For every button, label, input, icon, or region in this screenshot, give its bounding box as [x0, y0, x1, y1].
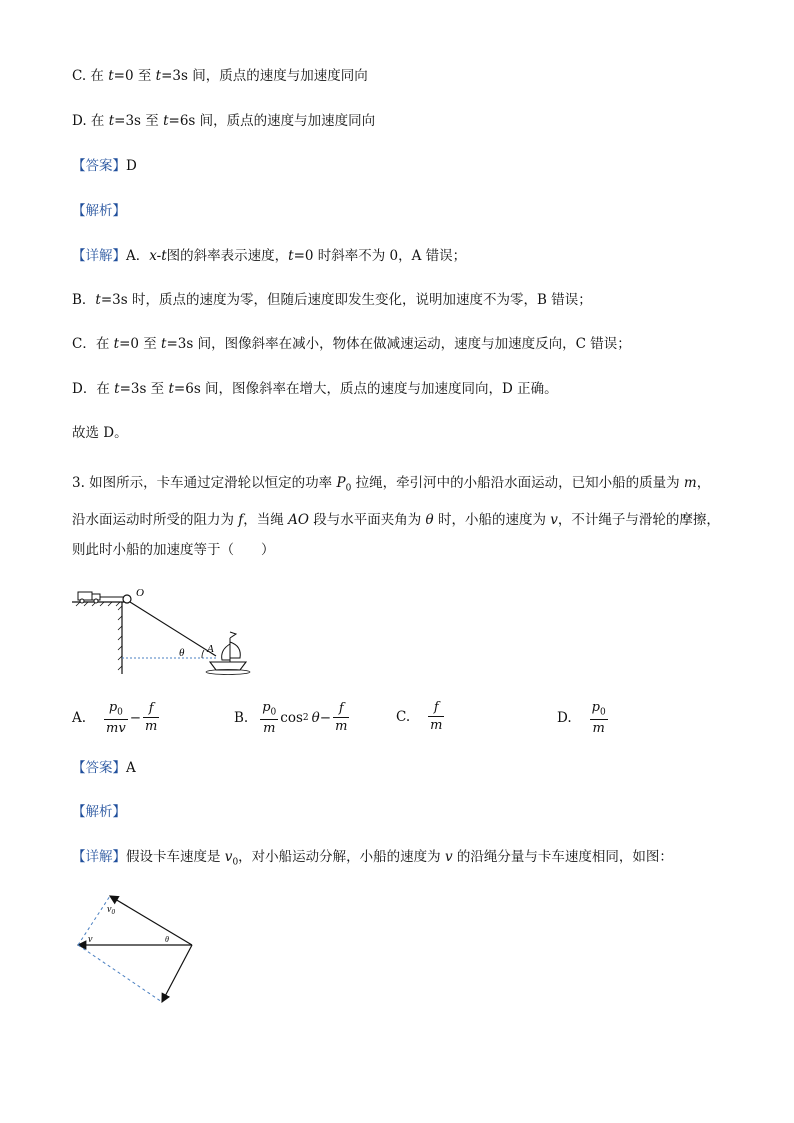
- choice-c-label: C.: [396, 708, 411, 725]
- fraction-p0-mv: $\frac{p_0}{mv}$: [106, 700, 126, 736]
- fraction-f-m-b: $\frac{f}{m}$: [335, 701, 348, 735]
- label-a: A: [207, 643, 214, 655]
- answer-line-q3: 【答案】A: [72, 760, 136, 776]
- choice-d-label: D.: [557, 709, 572, 726]
- question-3-line-1: 3. 如图所示，卡车通过定滑轮以恒定的功率 $P_0$ 拉绳，牵引河中的小船沿水面运动，已知小船的质量为 m，: [72, 475, 711, 494]
- conclusion-line: 故选 D。: [72, 425, 128, 441]
- truck-pulley-boat-figure: [70, 582, 260, 682]
- choice-a[interactable]: A. $\frac{p_0}{mv}$ − $\frac{f}{m}$: [72, 700, 158, 736]
- fraction-f-m-c: $\frac{f}{m}$: [430, 700, 443, 733]
- fraction-p0-m: $\frac{p_0}{m}$: [262, 700, 277, 736]
- fraction-f-m: $\frac{f}{m}$: [145, 701, 158, 735]
- option-c-text: C. 在 t=0 至 t=3s 间，质点的速度与加速度同向: [72, 68, 368, 84]
- label-theta: θ: [179, 647, 185, 659]
- detail-q3-line: 【详解】假设卡车速度是 $v_0$，对小船运动分解，小船的速度为 v 的沿绳分量与卡车速度相同，如图：: [72, 849, 673, 868]
- label-v: v: [88, 934, 93, 945]
- choice-b-label: B.: [234, 709, 249, 726]
- pulley-icon: [123, 595, 131, 603]
- choice-d[interactable]: [557, 700, 610, 736]
- detail-a-line: 【详解】A．x-t图的斜率表示速度，t=0 时斜率不为 0，A 错误；: [72, 248, 467, 264]
- analysis-heading-q2: 【解析】: [72, 203, 126, 219]
- choice-c[interactable]: [396, 700, 446, 733]
- label-theta-2: θ: [165, 935, 169, 944]
- velocity-decomposition-figure: [70, 890, 210, 1005]
- option-d-text: D. 在 t=3s 至 t=6s 间，质点的速度与加速度同向: [72, 113, 376, 129]
- detail-d-line: D．在 t=3s 至 t=6s 间，图像斜率在增大，质点的速度与加速度同向，D 正确。: [72, 381, 558, 397]
- choice-b[interactable]: B. $\frac{p_0}{m}$ cos 2 θ − $\frac{f}{m}$: [234, 700, 348, 736]
- detail-b-line: B．t=3s 时，质点的速度为零，但随后速度即发生变化，说明加速度不为零，B 错误；: [72, 292, 592, 308]
- label-o: O: [136, 587, 144, 599]
- choice-a-label: A.: [72, 709, 87, 726]
- fraction-p0-m-d: $\frac{p_0}{m}$: [591, 700, 606, 736]
- detail-c-line: C．在 t=0 至 t=3s 间，图像斜率在减小，物体在做减速运动，速度与加速度反向，C 错误；: [72, 336, 631, 352]
- answer-line-q2: 【答案】D: [72, 158, 137, 174]
- truck-icon: [78, 592, 100, 603]
- question-3-line-2: 沿水面运动时所受的阻力为 f，当绳 AO 段与水平面夹角为 θ 时，小船的速度为 v，不计绳子与滑轮的摩擦，: [72, 512, 720, 528]
- analysis-heading-q3: 【解析】: [72, 804, 126, 820]
- question-3-line-3: 则此时小船的加速度等于（ ）: [72, 542, 275, 558]
- label-v0: $v_0$: [107, 904, 115, 916]
